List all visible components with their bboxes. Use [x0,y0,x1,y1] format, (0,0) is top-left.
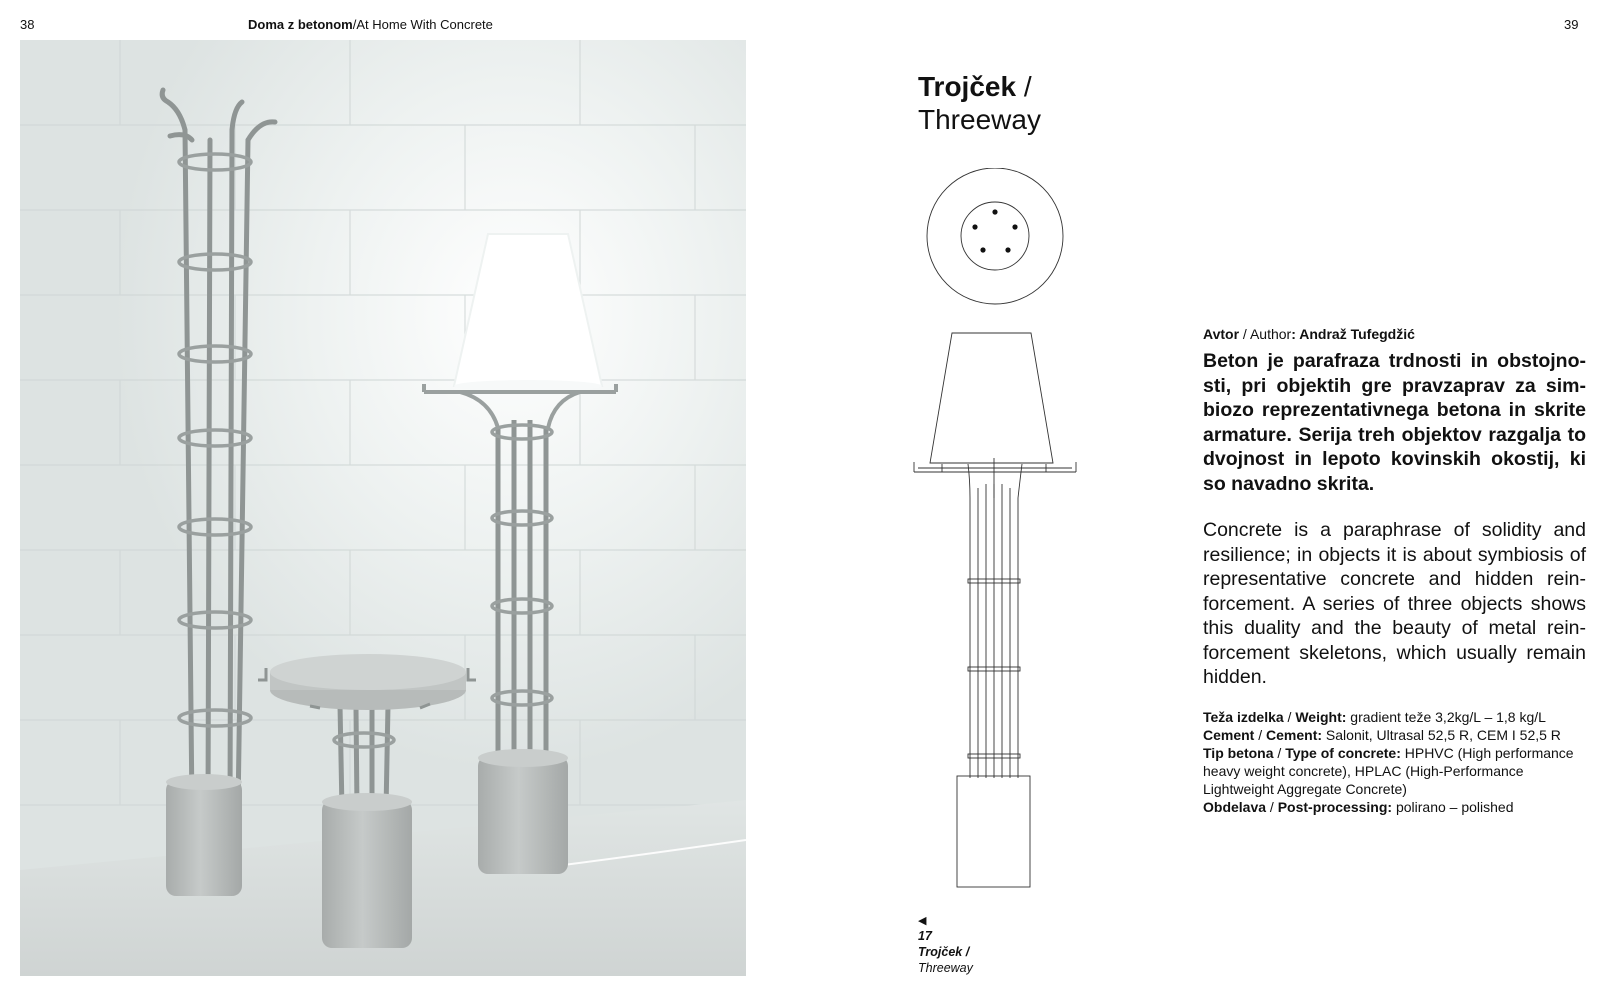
page-number-left: 38 [20,17,35,32]
author-label-sl: Avtor [1203,326,1240,342]
spec-label-en: Cement: [1266,726,1323,743]
page-number-right: 39 [1564,17,1579,32]
spec-label-sl: Obdelava [1203,798,1267,815]
caption-arrow-icon: ◀ [918,915,927,927]
author-name: Andraž Tufegdžić [1299,326,1415,342]
specs-list [1203,708,1586,816]
top-view-outer-circle [927,168,1063,304]
product-photo-illustration [20,40,746,976]
project-title [918,70,1041,136]
spec-label-sl: Cement [1203,726,1255,743]
spec-value: polirano – polished [1392,798,1514,815]
project-title-separator: / [1016,71,1032,102]
caption-title-sl: Trojček / [918,945,970,959]
spec-label-en: Weight: [1295,708,1347,725]
spec-label-en: Post-processing: [1277,798,1393,815]
spec-label-sl: Tip betona [1203,744,1274,761]
running-head-title-rest: /At Home With Concrete [352,17,493,32]
technical-drawing [912,168,1078,908]
running-head-title-bold: Doma z betonom [248,17,353,32]
project-title-en: Threeway [918,104,1041,135]
spec-label-sl: Teža izdelka [1203,708,1284,725]
side-view-base [957,776,1030,887]
author-colon: : [1291,326,1300,342]
caption-title-en: Threeway [918,961,973,975]
spec-value: gradient teže 3,2kg/L – 1,8 kg/L [1346,708,1546,725]
text-column [1203,325,1586,816]
description-en: Concrete is a paraphrase of solidity and resilience; in objects it is about symbiosis of representative concrete and hidden reinforcement. A series of three objects shows this duality and the beauty of metal reinforcement skeletons, which usually remain hidden. [1203,519,1586,688]
author-label-en: / Author [1239,326,1292,342]
description-sl: Beton je parafraza trdnosti in obstojnosti, pri objektih gre pravzaprav za simbiozo reprezentativnega betona in skrite armature. Serija treh objektov razgalja to dvojnost in lepoto kovinskih okostij, ki so navadno skrita. [1203,350,1586,495]
author-line [1203,325,1586,343]
spec-cement: Cement / Cement: Salonit, Ultrasal 52,5 R, CEM I 52,5 R [1203,726,1561,743]
figure-caption [918,914,973,976]
running-head-title [248,17,493,32]
spec-post-processing: Obdelava / Post-processing: polirano – polished [1203,798,1514,815]
product-photo [20,40,746,976]
project-title-sl: Trojček [918,71,1017,102]
spec-weight: Teža izdelka / Weight: gradient teže 3,2kg/L – 1,8 kg/L [1203,708,1546,725]
spec-value: Salonit, Ultrasal 52,5 R, CEM I 52,5 R [1322,726,1561,743]
spec-value: HPHVC (High performance heavy weight concrete), HPLAC (High-Performance Lightweight Aggregate Concrete) [1203,744,1574,797]
technical-drawing-svg [912,168,1078,908]
caption-number: 17 [918,929,932,943]
spec-label-en: Type of concrete: [1285,744,1401,761]
spec-concrete-type: Tip betona / Type of concrete: HPHVC (High performance heavy weight concrete), HPLAC (High-Performance Lightweight Aggregate Concrete) [1203,744,1574,797]
side-view-shade [930,333,1053,463]
